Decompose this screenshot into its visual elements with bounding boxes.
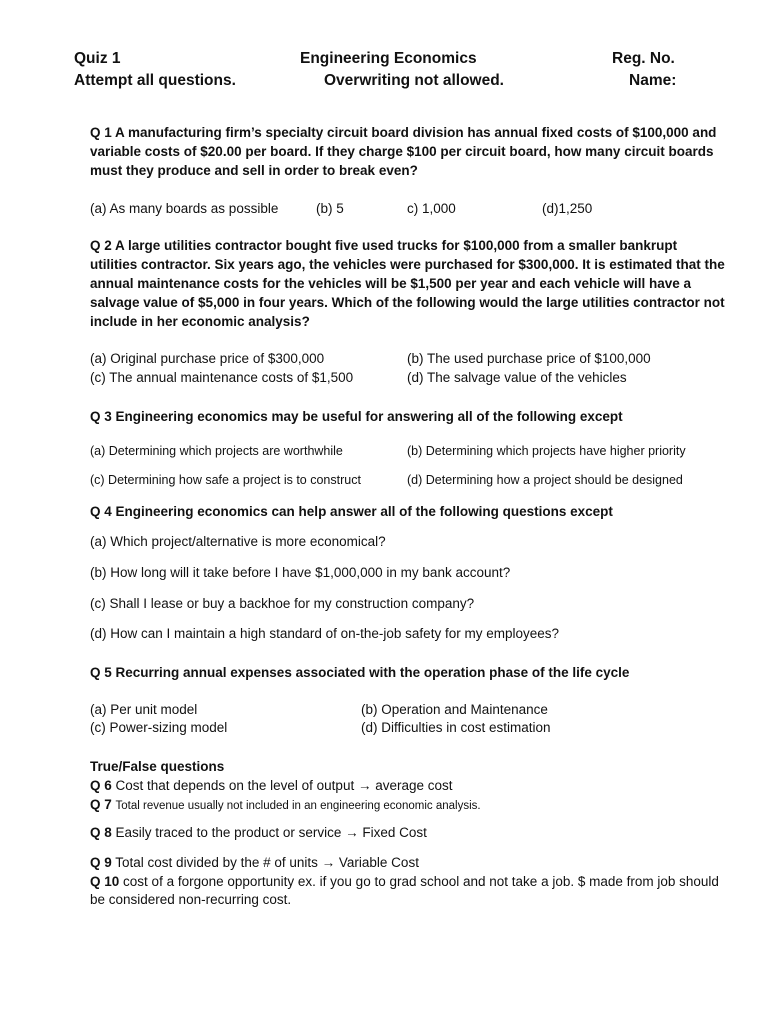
q5-option-c: (c) Power-sizing model [90, 720, 228, 735]
q1-option-a: (a) As many boards as possible [90, 201, 279, 216]
tf-question-text: Total cost divided by the # of units → Variable Cost [115, 855, 419, 870]
question-2: Q 2 A large utilities contractor bought five used trucks for $100,000 from a smaller bankrupt utilities contractor. Six years ago, the vehicles were purchased for $300,000. It is estimated that the annual maintenance costs for the vehicles will be $1,500 per year and each vehicle will have a salvage value of $5,000 in four years. Which of the following would the large utilities contractor not include in her economic analysis? [90, 238, 725, 329]
q1-option-c: c) 1,000 [407, 201, 456, 216]
q4-option-c: (c) Shall I lease or buy a backhoe for my construction company? [90, 596, 475, 611]
q2-option-b: (b) The used purchase price of $100,000 [407, 351, 651, 366]
course-title: Engineering Economics [300, 50, 477, 67]
tf-question-text: Total revenue usually not included in an engineering economic analysis. [115, 800, 481, 812]
tf-question-number: Q 9 [90, 855, 112, 870]
q4-option-a: (a) Which project/alternative is more economical? [90, 534, 386, 549]
q5-option-b: (b) Operation and Maintenance [361, 702, 548, 717]
question-4: Q 4 Engineering economics can help answer all of the following questions except [90, 504, 613, 519]
reg-no-label: Reg. No. [612, 50, 675, 67]
q1-option-b: (b) 5 [316, 201, 344, 216]
q3-option-d: (d) Determining how a project should be designed [407, 473, 683, 487]
q3-option-c: (c) Determining how safe a project is to construct [90, 473, 361, 487]
q4-option-b: (b) How long will it take before I have $1,000,000 in my bank account? [90, 565, 511, 580]
tf-question-6 [90, 777, 725, 795]
quiz-title: Quiz 1 [74, 50, 121, 67]
question-1: Q 1 A manufacturing firm’s specialty circuit board division has annual fixed costs of $100,000 and variable costs of $20.00 per board. If they charge $100 per circuit board, how many circuit boards must they produce and sell in order to break even? [90, 125, 717, 178]
q2-option-a: (a) Original purchase price of $300,000 [90, 351, 325, 366]
tf-question-number: Q 10 [90, 874, 120, 889]
tf-question-text: Cost that depends on the level of output → average cost [115, 778, 453, 793]
q3-option-a: (a) Determining which projects are worthwhile [90, 444, 343, 458]
q2-option-c: (c) The annual maintenance costs of $1,500 [90, 370, 354, 385]
tf-question-text: Easily traced to the product or service → Fixed Cost [115, 825, 427, 840]
tf-question-number: Q 7 [90, 797, 112, 812]
tf-question-9 [90, 854, 725, 872]
attempt-instruction: Attempt all questions. [74, 72, 236, 89]
overwriting-instruction: Overwriting not allowed. [324, 72, 504, 89]
tf-question-text: cost of a forgone opportunity ex. if you go to grad school and not take a job. $ made from job should be considered non-recurring cost. [90, 874, 719, 907]
tf-question-7 [90, 796, 725, 815]
q5-option-d: (d) Difficulties in cost estimation [361, 720, 551, 735]
q4-option-d: (d) How can I maintain a high standard of on-the-job safety for my employees? [90, 626, 559, 641]
q2-option-d: (d) The salvage value of the vehicles [407, 370, 627, 385]
tf-question-number: Q 8 [90, 825, 112, 840]
tf-question-8 [90, 824, 725, 842]
q1-option-d: (d)1,250 [542, 201, 593, 216]
q3-option-b: (b) Determining which projects have higher priority [407, 444, 686, 458]
q5-option-a: (a) Per unit model [90, 702, 198, 717]
tf-question-number: Q 6 [90, 778, 112, 793]
question-3: Q 3 Engineering economics may be useful for answering all of the following except [90, 409, 623, 424]
true-false-heading: True/False questions [90, 759, 225, 774]
question-5: Q 5 Recurring annual expenses associated with the operation phase of the life cycle [90, 665, 630, 680]
name-label: Name: [629, 72, 677, 89]
tf-question-10 [90, 873, 725, 909]
